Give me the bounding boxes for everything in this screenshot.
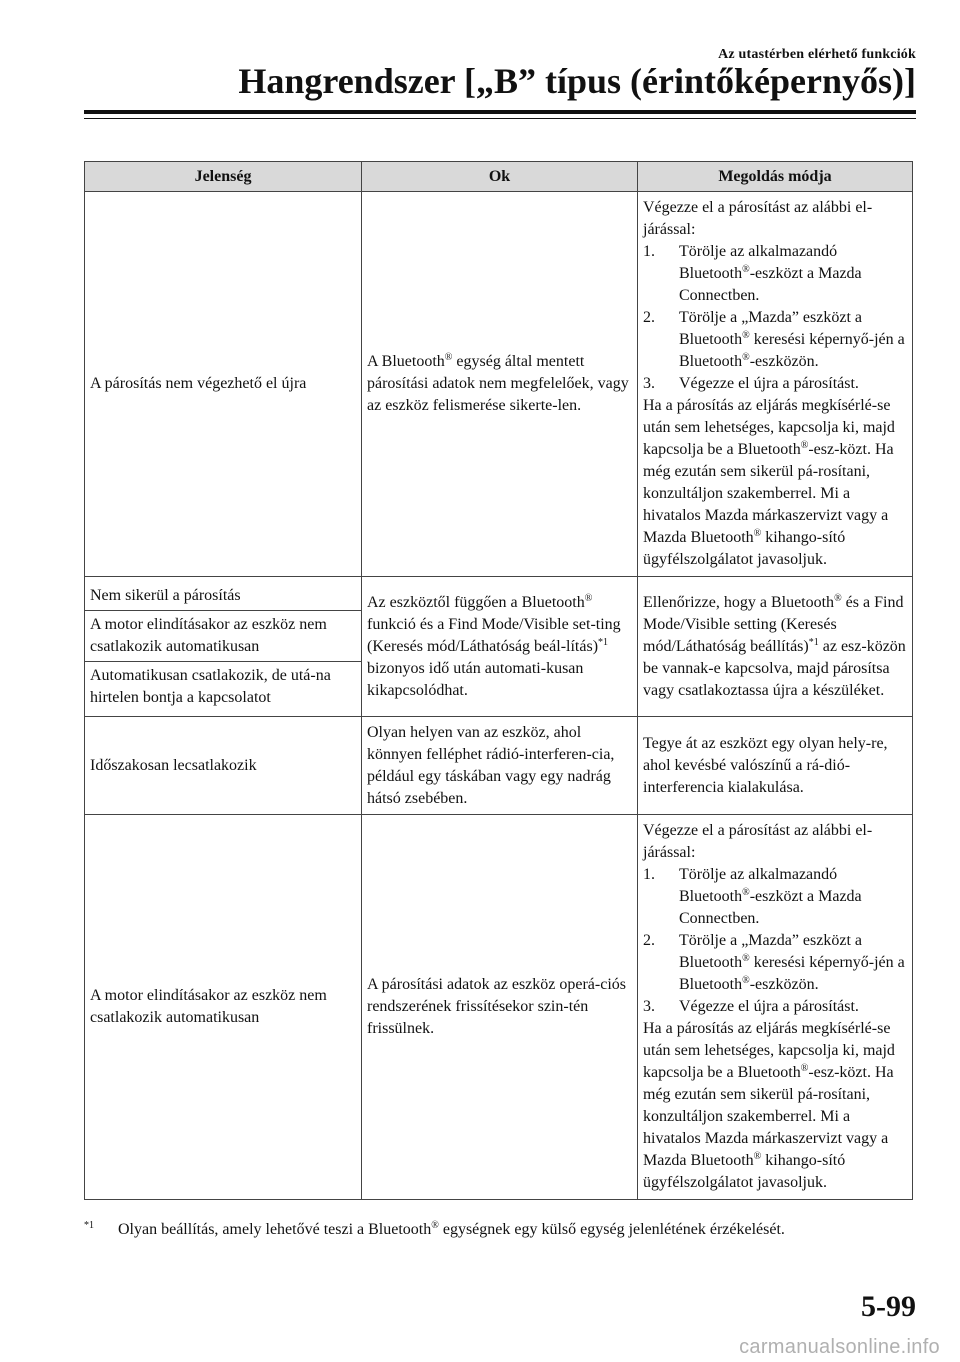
- symptom-cell: Nem sikerül a párosítás: [85, 582, 361, 611]
- cause-cell: A párosítási adatok az eszköz operá-ciós rendszerének frissítésekor szin-tén frissülnek.: [362, 815, 638, 1200]
- watermark: carmanualsonline.info: [739, 1336, 940, 1358]
- cause-cell: Az eszköztől függően a Bluetooth® funkció és a Find Mode/Visible set-ting (Keresés mód/Láthatóság beál-lítás)$^{*1}$ bizonyos idő után automati-kusan kikapcsolódhat.: [362, 577, 638, 717]
- list-item: 2. Törölje a „Mazda” eszközt a Bluetooth® keresési képernyő-jén a Bluetooth®-eszközön.: [643, 932, 905, 993]
- table-row: [85, 192, 913, 577]
- table-row: [85, 717, 913, 815]
- solution-cell: Végezze el a párosítást az alábbi el-járással: 1. Törölje az alkalmazandó Bluetooth®-eszközt a Mazda Connectben. 2. Törölje a „Mazda” eszközt a Bluetooth® keresési képernyő-jén a Bluetooth®-eszközön. 3. Végezze el újra a párosítást. Ha a párosítás az eljárás megkísérlé-se után sem lehetséges, kapcsolja ki, majd kapcsolja be a Bluetooth®-esz-közt. Ha még ezután sem sikerül pá-rosítani, konzultáljon szakemberrel. Mi a hivatalos Mazda márkaszervizt vagy a Mazda Bluetooth® kihango-sító ügyfélszolgálatot javasoljuk.: [638, 192, 913, 577]
- symptom-cell: Időszakosan lecsatlakozik: [85, 717, 362, 815]
- symptom-cell: A motor elindításakor az eszköz nem csatlakozik automatikusan: [85, 815, 362, 1200]
- col-header-solution: Megoldás módja: [638, 162, 913, 192]
- table-header-row: [85, 162, 913, 192]
- symptom-cell: Automatikusan csatlakozik, de utá-na hirtelen bontja a kapcsolatot: [90, 666, 331, 706]
- cause-cell: Olyan helyen van az eszköz, ahol könnyen felléphet rádió-interferen-cia, például egy táskában vagy egy nadrág hátsó zsebében.: [362, 717, 638, 815]
- list-item: 1. Törölje az alkalmazandó Bluetooth®-eszközt a Mazda Connectben.: [643, 243, 862, 304]
- solution-cell: Végezze el a párosítást az alábbi el-járással: 1. Törölje az alkalmazandó Bluetooth®-eszközt a Mazda Connectben. 2. Törölje a „Mazda” eszközt a Bluetooth® keresési képernyő-jén a Bluetooth®-eszközön. 3. Végezze el újra a párosítást. Ha a párosítás az eljárás megkísérlé-se után sem lehetséges, kapcsolja ki, majd kapcsolja be a Bluetooth®-esz-közt. Ha még ezután sem sikerül pá-rosítani, konzultáljon szakemberrel. Mi a hivatalos Mazda márkaszervizt vagy a Mazda Bluetooth® kihango-sító ügyfélszolgálatot javasoljuk.: [638, 815, 913, 1200]
- footnote: $^{*1}$ Olyan beállítás, amely lehetővé teszi a Bluetooth® egységnek egy külső egység jelenlétének érzékelését.: [84, 1220, 785, 1238]
- header-rule-thick: [84, 110, 916, 114]
- list-item: 3. Végezze el újra a párosítást.: [643, 375, 859, 392]
- col-header-cause: Ok: [362, 162, 638, 192]
- list-item: 3. Végezze el újra a párosítást.: [643, 998, 859, 1015]
- symptom-cell: A motor elindításakor az eszköz nem csatlakozik automatikusan: [85, 611, 361, 662]
- solution-cell: Tegye át az eszközt egy olyan hely-re, ahol kevésbé valószínű a rá-dió-interferencia kialakulása.: [638, 717, 913, 815]
- list-item: 2. Törölje a „Mazda” eszközt a Bluetooth® keresési képernyő-jén a Bluetooth®-eszközön.: [643, 309, 905, 370]
- symptom-cell: A párosítás nem végezhető el újra: [85, 192, 362, 577]
- steps-list: [643, 864, 907, 1018]
- cause-cell: A Bluetooth® egység által mentett párosítási adatok nem megfelelőek, vagy az eszköz felismerése sikerte-len.: [362, 192, 638, 577]
- troubleshooting-table: [84, 161, 913, 1200]
- list-item: 1. Törölje az alkalmazandó Bluetooth®-eszközt a Mazda Connectben.: [643, 866, 862, 927]
- col-header-symptom: Jelenség: [85, 162, 362, 192]
- solution-cell: Ellenőrizze, hogy a Bluetooth® és a Find Mode/Visible setting (Keresés mód/Láthatóság beállítás)$^{*1}$ az esz-közön be vannak-e kapcsolva, majd párosítsa vagy csatlakoztassa újra a készüléket.: [638, 577, 913, 717]
- symptom-cell-group: [85, 577, 362, 717]
- page-number: 5-99: [861, 1290, 916, 1323]
- steps-list: [643, 241, 907, 395]
- table-row: [85, 815, 913, 1200]
- header-rule-thin: [84, 118, 916, 119]
- section-title: Az utastérben elérhető funkciók: [718, 47, 916, 62]
- table-row: [85, 577, 913, 717]
- page-title: Hangrendszer [„B” típus (érintőképernyős)]: [238, 61, 916, 101]
